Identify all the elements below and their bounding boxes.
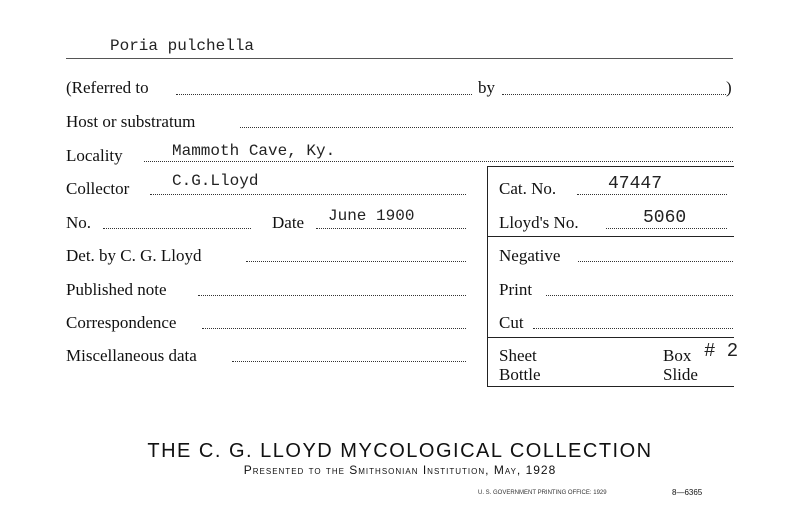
cat-no-line [577,194,727,195]
print-label: Print [499,280,533,299]
cat-no-label: Cat. No. [499,179,557,198]
lloyds-no-label: Lloyd's No. [499,213,579,232]
box-label: Box [663,346,692,365]
locality-label: Locality [66,146,123,165]
box-top-border [487,166,734,167]
box-left-border [487,166,488,386]
collector-line [150,194,466,195]
box-number-value: # 2 [704,340,739,362]
referred-to-label: (Referred to [66,78,149,97]
box-divider-lower [487,337,734,338]
correspondence-label: Correspondence [66,313,177,332]
no-line [103,228,251,229]
misc-data-line [232,361,466,362]
by-line [502,94,726,95]
host-line [240,127,733,128]
slide-label: Slide [663,365,698,384]
lloyds-no-value: 5060 [643,208,687,228]
collection-title: THE C. G. LLOYD MYCOLOGICAL COLLECTION [147,440,653,462]
close-paren: ) [726,78,732,97]
sheet-label: Sheet [499,346,537,365]
collector-value: C.G.Lloyd [172,172,259,190]
published-note-label: Published note [66,280,167,299]
form-code: 8—6365 [672,488,703,497]
printing-office-note: U. S. GOVERNMENT PRINTING OFFICE: 1929 [478,490,607,496]
date-label: Date [272,213,305,232]
host-label: Host or substratum [66,112,196,131]
collection-subtitle: Presented to the Smithsonian Institution, May, 1928 [243,463,557,477]
box-bottom-border [487,386,734,387]
negative-line [578,261,733,262]
misc-data-label: Miscellaneous data [66,346,197,365]
date-value: June 1900 [328,207,415,225]
cat-no-value: 47447 [608,174,663,194]
box-divider [487,236,734,237]
det-by-line [246,261,466,262]
bottle-label: Bottle [499,365,541,384]
species-name: Poria pulchella [110,37,255,55]
correspondence-line [202,328,466,329]
locality-line [144,161,733,162]
published-note-line [198,295,466,296]
locality-value: Mammoth Cave, Ky. [172,142,336,160]
date-line [316,228,466,229]
species-line [66,58,733,59]
collector-label: Collector [66,179,130,198]
det-by-label: Det. by C. G. Lloyd [66,246,202,265]
print-line [546,295,733,296]
referred-to-line [176,94,472,95]
cut-line [533,328,733,329]
negative-label: Negative [499,246,561,265]
no-label: No. [66,213,92,232]
by-label: by [478,78,495,97]
lloyds-no-line [606,228,727,229]
cut-label: Cut [499,313,524,332]
